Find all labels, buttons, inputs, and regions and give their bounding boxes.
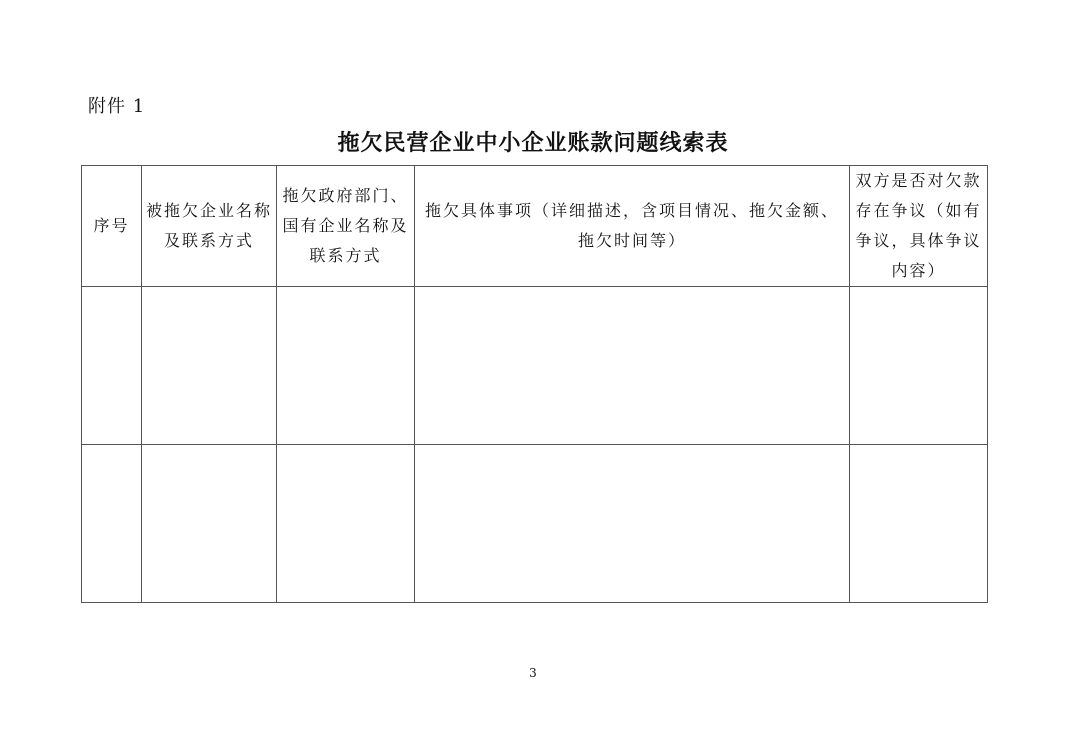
- page-number: 3: [529, 666, 537, 680]
- table-row: [82, 287, 988, 445]
- header-serial-number: 序号: [82, 166, 142, 287]
- table-cell: [277, 287, 415, 445]
- table-cell: [142, 445, 277, 603]
- table-cell: [277, 445, 415, 603]
- table-cell: [415, 287, 850, 445]
- document-title: 拖欠民营企业中小企业账款问题线索表: [337, 130, 729, 156]
- table-row: [82, 445, 988, 603]
- attachment-label: 附件 1: [88, 96, 146, 117]
- table-cell: [415, 445, 850, 603]
- header-debtor-department: 拖欠政府部门、国有企业名称及联系方式: [277, 166, 415, 287]
- table-cell: [142, 287, 277, 445]
- table-cell: [850, 287, 988, 445]
- header-dispute: 双方是否对欠款存在争议（如有争议，具体争议内容）: [850, 166, 988, 287]
- table-cell: [82, 287, 142, 445]
- table-header-row: [82, 166, 988, 287]
- header-owed-company: 被拖欠企业名称及联系方式: [142, 166, 277, 287]
- table-cell: [850, 445, 988, 603]
- table-cell: [82, 445, 142, 603]
- clue-table: [81, 165, 988, 603]
- header-arrears-details: 拖欠具体事项（详细描述，含项目情况、拖欠金额、拖欠时间等）: [415, 166, 850, 287]
